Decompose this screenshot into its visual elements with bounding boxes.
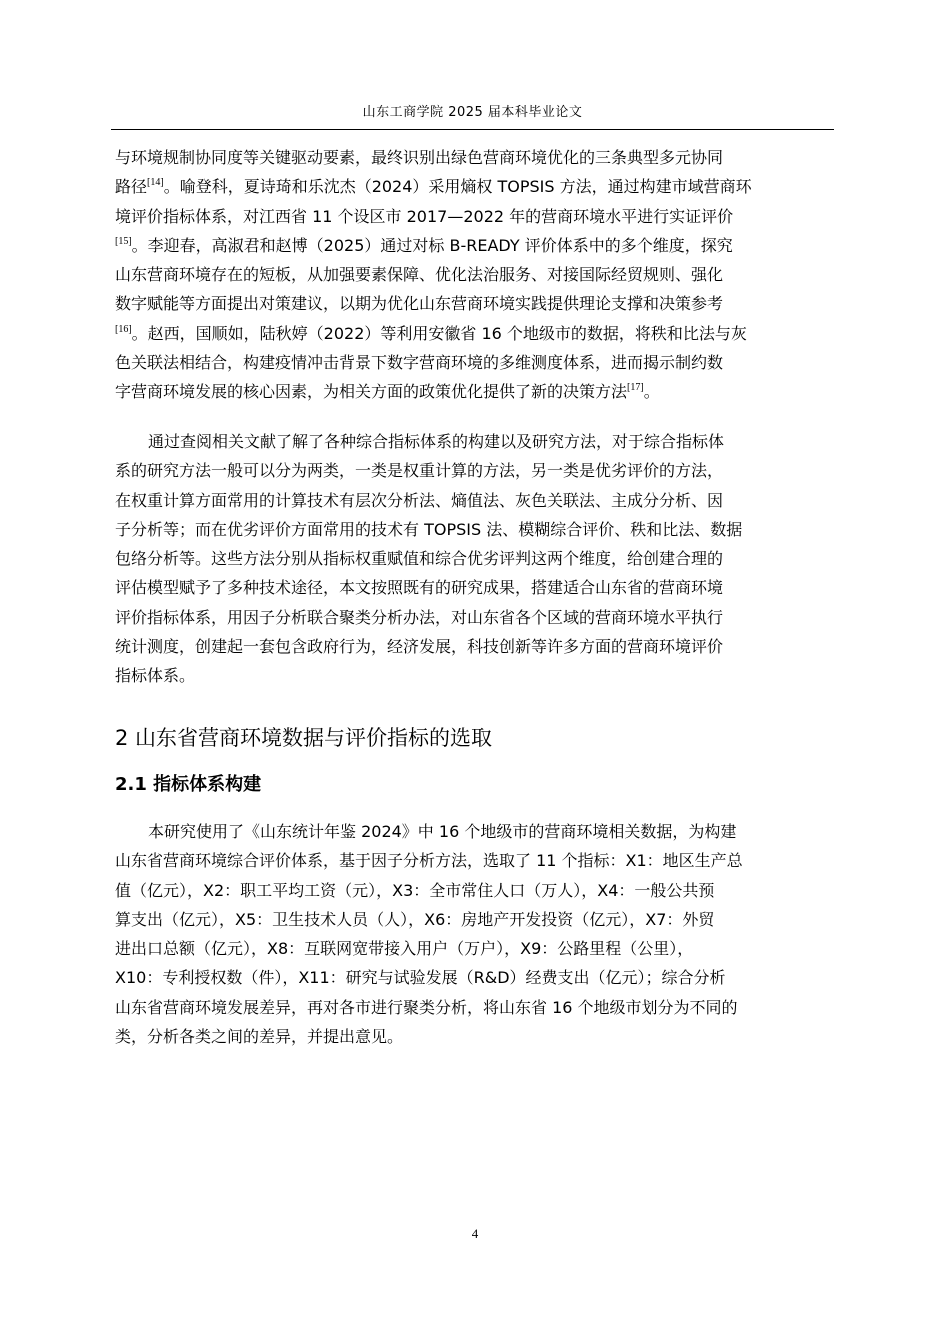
- text-line: 算支出（亿元），X5：卫生技术人员（人），X6：房地产开发投资（亿元），X7：外贸: [115, 909, 715, 929]
- text-line: 评价指标体系，用因子分析联合聚类分析办法，对山东省各个区域的营商环境水平执行: [115, 607, 724, 627]
- text-line: X10：专利授权数（件），X11：研究与试验发展（R&D）经费支出（亿元）；综合分析: [115, 968, 726, 988]
- text-fragment: 路径: [115, 177, 148, 197]
- citation-14: [14]: [147, 177, 164, 189]
- text-fragment: 字营商环境发展的核心因素，为相关方面的政策优化提供了新的决策方法: [115, 382, 628, 402]
- text-line: 系的研究方法一般可以分为两类，一类是权重计算的方法，另一类是优劣评价的方法，: [115, 461, 724, 481]
- text-line: 包络分析等。这些方法分别从指标权重赋值和综合优劣评判这两个维度，给创建合理的: [115, 549, 724, 569]
- text-line: 山东省营商环境发展差异，再对各市进行聚类分析，将山东省 16 个地级市划分为不同的: [115, 997, 738, 1017]
- header-rule: [111, 129, 834, 130]
- text-line: 值（亿元），X2：职工平均工资（元），X3：全市常住人口（万人），X4：一般公共预: [115, 880, 715, 900]
- text-line: 山东省营商环境综合评价体系，基于因子分析方法，选取了 11 个指标：X1：地区生产总: [115, 851, 743, 871]
- text-line: [115, 172, 835, 201]
- subsection-heading: 2.1 指标体系构建: [115, 774, 262, 795]
- text-line: 山东营商环境存在的短板，从加强要素保障、优化法治服务、对接国际经贸规则、强化: [115, 265, 724, 285]
- text-line: 统计测度，创建起一套包含政府行为，经济发展，科技创新等许多方面的营商环境评价: [115, 637, 724, 657]
- text-line: 数字赋能等方面提出对策建议，以期为优化山东营商环境实践提供理论支撑和决策参考: [115, 294, 724, 314]
- running-header: 山东工商学院 2025 届本科毕业论文: [362, 105, 583, 120]
- text-line: 子分析等；而在优劣评价方面常用的技术有 TOPSIS 法、模糊综合评价、秩和比法、数据: [115, 519, 743, 539]
- text-line: 与环境规制协同度等关键驱动要素，最终识别出绿色营商环境优化的三条典型多元协同: [115, 148, 724, 167]
- text-line: 指标体系。: [115, 666, 196, 686]
- text-line: 通过查阅相关文献了解了各种综合指标体系的构建以及研究方法，对于综合指标体: [148, 432, 725, 451]
- citation-16: [16]: [115, 323, 132, 335]
- text-line: 本研究使用了《山东统计年鉴 2024》中 16 个地级市的营商环境相关数据，为构建: [148, 822, 737, 841]
- text-line: [115, 319, 835, 348]
- literature-review-paragraph: [115, 143, 835, 407]
- page-number: 4: [471, 1226, 479, 1241]
- text-fragment: 。喻登科，夏诗琦和乐沈杰（2024）采用熵权 TOPSIS 方法，通过构建市域营商环: [163, 177, 752, 197]
- text-line: 色关联法相结合，构建疫情冲击背景下数字营商环境的多维测度体系，进而揭示制约数: [115, 353, 724, 373]
- text-line: 进出口总额（亿元），X8：互联网宽带接入用户（万户），X9：公路里程（公里），: [115, 939, 694, 959]
- citation-17: [17]: [627, 382, 644, 394]
- text-fragment: 。李迎春，高淑君和赵博（2025）通过对标 B-READY 评价体系中的多个维度，探究: [131, 235, 733, 255]
- text-line: [115, 377, 835, 406]
- text-line: 在权重计算方面常用的计算技术有层次分析法、熵值法、灰色关联法、主成分分析、因: [115, 490, 724, 510]
- methods-overview-paragraph: [115, 427, 835, 691]
- citation-15: [15]: [115, 235, 132, 247]
- text-fragment: 。赵西，国顺如，陆秋婷（2022）等利用安徽省 16 个地级市的数据，将秩和比法与灰: [131, 323, 747, 343]
- section-heading: 2 山东省营商环境数据与评价指标的选取: [115, 726, 493, 750]
- text-line: 类，分析各类之间的差异，并提出意见。: [115, 1027, 404, 1047]
- text-line: 境评价指标体系，对江西省 11 个设区市 2017—2022 年的营商环境水平进行实证评价: [115, 206, 734, 226]
- text-line: [115, 231, 835, 260]
- text-line: 评估模型赋予了多种技术途径，本文按照既有的研究成果，搭建适合山东省的营商环境: [115, 578, 724, 598]
- indicator-system-paragraph: [115, 817, 835, 1051]
- text-fragment: 。: [643, 382, 660, 402]
